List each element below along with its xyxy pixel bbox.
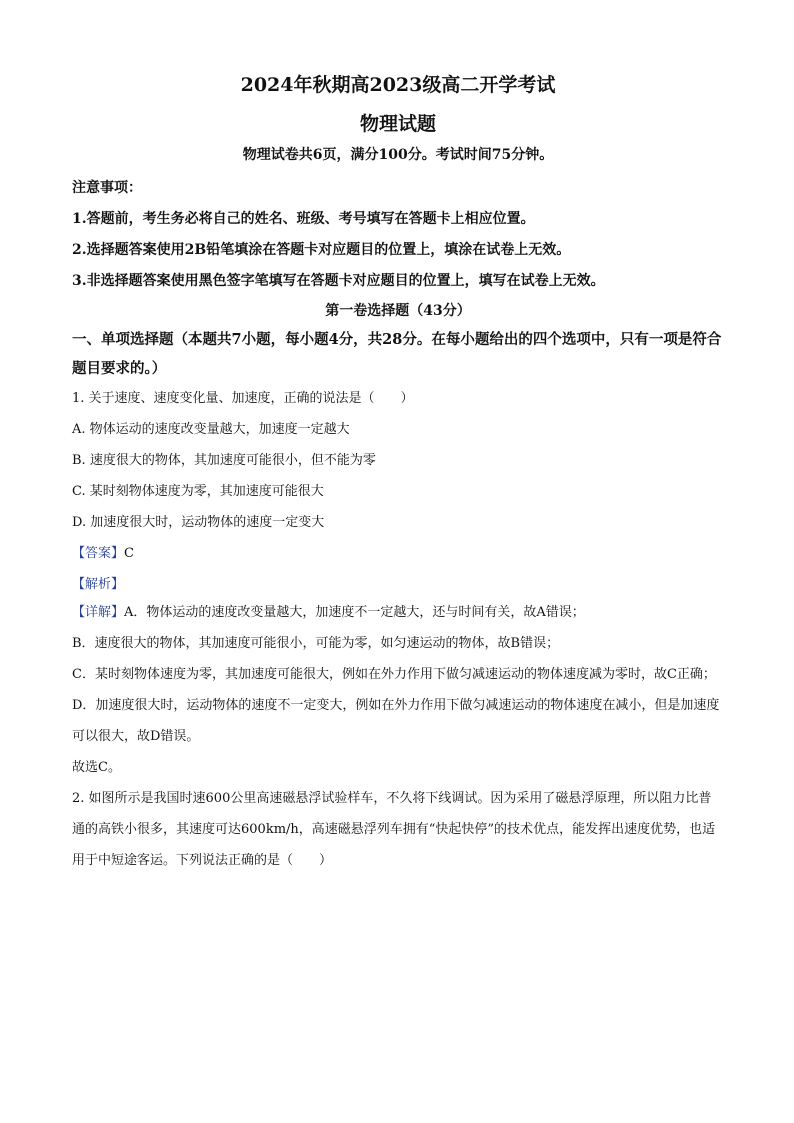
detail-b: B．速度很大的物体，其加速度可能很小，可能为零，如匀速运动的物体，故B错误； bbox=[72, 636, 560, 651]
detail-a-text: A．物体运动的速度改变量越大，加速度不一定越大，还与时间有关，故A错误； bbox=[124, 605, 585, 620]
detail-d: D．加速度很大时，运动物体的速度不一定变大，例如在外力作用下做匀减速运动的物体速度在减小，但是加速度可以很大，故D错误。 bbox=[72, 698, 720, 744]
answer-value: C bbox=[124, 546, 134, 561]
note-item: 1.答题前，考生务必将自己的姓名、班级、考号填写在答题卡上相应位置。 bbox=[72, 211, 535, 227]
analysis-label: 【解析】 bbox=[72, 577, 125, 592]
conclusion: 故选C。 bbox=[72, 760, 121, 775]
answer-label: 【答案】 bbox=[72, 546, 125, 561]
section-title: 一、单项选择题（本题共7小题，每小题4分，共28分。在每小题给出的四个选项中，只有一项是符合题目要求的。） bbox=[72, 331, 722, 377]
detail-c: C．某时刻物体速度为零，其加速度可能很大，例如在外力作用下做匀减速运动的物体速度减为零时，故C正确； bbox=[72, 667, 716, 682]
note-item: 2.选择题答案使用2B铅笔填涂在答题卡对应题目的位置上，填涂在试卷上无效。 bbox=[72, 242, 571, 258]
question-1-stem: 1. 关于速度、速度变化量、加速度，正确的说法是（ ） bbox=[72, 391, 414, 406]
question-1-option-a: A. 物体运动的速度改变量越大，加速度一定越大 bbox=[72, 422, 350, 437]
part-one-title: 第一卷选择题（43分） bbox=[325, 303, 471, 319]
note-item: 3.非选择题答案使用黑色签字笔填写在答题卡对应题目的位置上，填写在试卷上无效。 bbox=[72, 273, 605, 289]
question-1-option-d: D. 加速度很大时，运动物体的速度一定变大 bbox=[72, 515, 325, 530]
detail-a bbox=[72, 597, 724, 628]
subject-title: 物理试题 bbox=[359, 113, 436, 135]
question-1-option-b: B. 速度很大的物体，其加速度可能很小，但不能为零 bbox=[72, 453, 376, 468]
detail-label: 【详解】 bbox=[72, 605, 125, 620]
exam-title: 2024年秋期高2023级高二开学考试 bbox=[240, 74, 556, 96]
question-2-stem: 2. 如图所示是我国时速600公里高速磁悬浮试验样车，不久将下线调试。因为采用了磁悬浮原理，所以阻力比普通的高铁小很多，其速度可达600km/h，高速磁悬浮列车拥有“快起快停”的技术优点，能发挥出速度优势，也适用于中短途客运。下列说法正确的是（ ） bbox=[72, 791, 716, 868]
question-1-option-c: C. 某时刻物体速度为零，其加速度可能很大 bbox=[72, 484, 324, 499]
exam-info: 物理试卷共6页，满分100分。考试时间75分钟。 bbox=[242, 147, 554, 163]
notes-heading: 注意事项： bbox=[72, 180, 142, 196]
answer-row bbox=[72, 544, 724, 564]
